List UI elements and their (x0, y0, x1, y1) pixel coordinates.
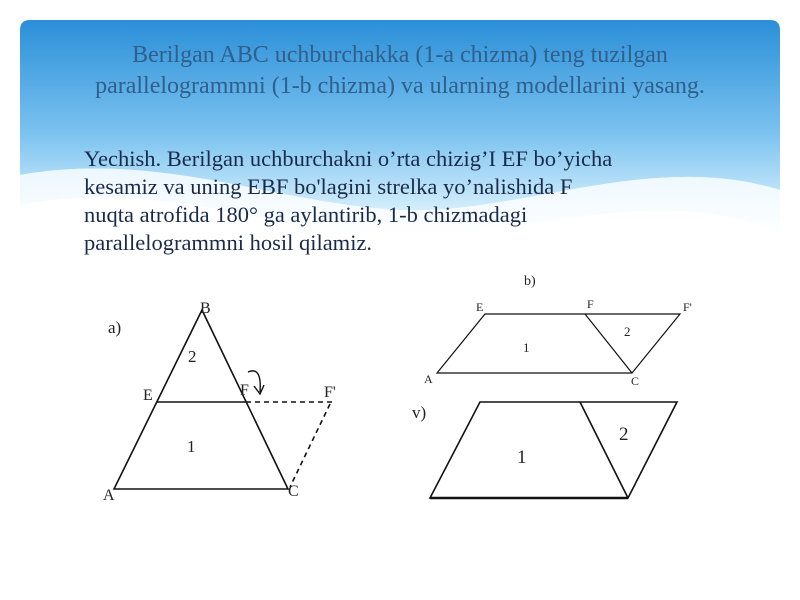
solution-line-4: parallelogrammni hosil qilamiz. (84, 230, 373, 255)
solution-line-1: Yechish. Berilgan uchburchakni o’rta chizig’I EF bo’yicha (84, 146, 613, 171)
rotation-arrow (248, 371, 260, 392)
dashed-fprime-c (290, 404, 330, 487)
b-point-a-label: A (424, 372, 433, 386)
region-1-label: 1 (187, 437, 196, 456)
point-fprime-label: F' (324, 384, 336, 401)
figure-b (424, 274, 692, 388)
point-b-label: B (200, 300, 211, 317)
v-region-1-label: 1 (517, 447, 527, 468)
figure-v (412, 402, 677, 498)
rotation-arrowhead (254, 385, 264, 394)
title-line-2: parallelogrammni (1-b chizma) va ularning modellarini yasang. (95, 73, 705, 99)
b-region-1-label: 1 (523, 340, 530, 355)
v-region-2-label: 2 (619, 424, 629, 445)
figure-a (103, 300, 336, 504)
parallelogram-v (430, 402, 677, 498)
point-f-label: F (240, 382, 249, 399)
figure-a-label: a) (108, 318, 122, 337)
triangle-abc (114, 310, 288, 489)
parallelogram-b (437, 314, 680, 373)
b-point-f-label: F (587, 297, 594, 311)
title-line-1: Berilgan ABC uchburchakka (1-a chizma) teng tuzilgan (132, 42, 668, 68)
cut-line-b (585, 314, 632, 373)
figure-b-label: b) (524, 274, 536, 289)
b-point-e-label: E (476, 300, 484, 314)
region-2-label: 2 (188, 347, 197, 366)
point-a-label: A (103, 487, 115, 504)
solution-line-3: nuqta atrofida 180° ga aylantirib, 1-b chizmadagi (84, 202, 528, 227)
b-point-fprime-label: F' (683, 300, 692, 314)
point-c-label: C (288, 483, 299, 500)
figure-v-label: v) (412, 403, 427, 422)
solution-line-2: kesamiz va uning EBF bo'lagini strelka yo’nalishida F (84, 174, 573, 199)
b-region-2-label: 2 (624, 324, 631, 339)
b-point-c-label: C (631, 374, 640, 388)
point-e-label: E (143, 387, 153, 404)
cut-line-v (580, 402, 628, 498)
